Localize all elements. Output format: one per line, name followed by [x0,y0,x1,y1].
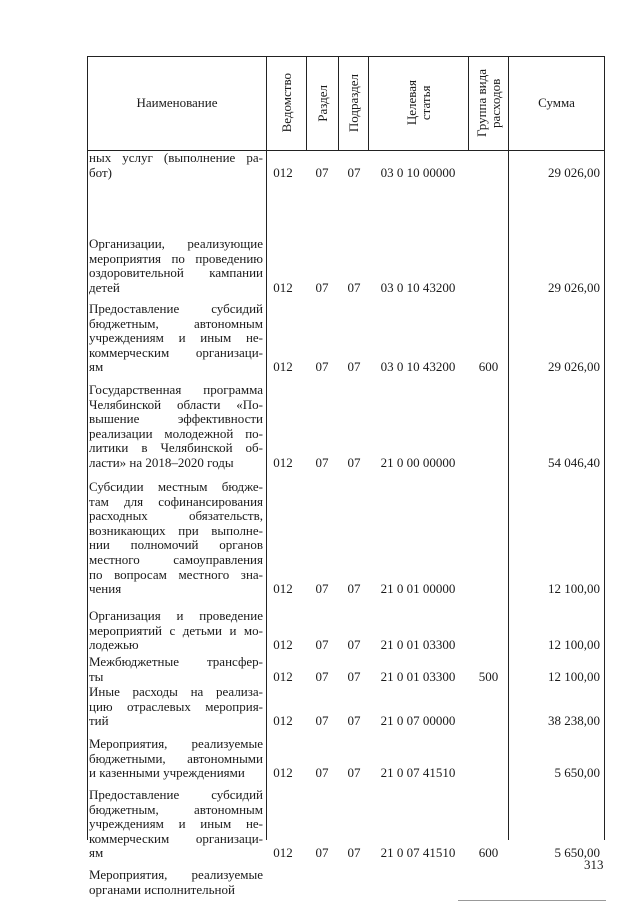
cell-podrazdel: 07 [347,164,361,180]
row-name-line: ных услуг (выполнение ра- [89,150,263,165]
row-name [89,237,263,295]
cell-razdel: 07 [315,765,329,781]
table-row [87,609,605,653]
row-name-line: и казенными учреждениями [89,765,245,781]
cell-gruppa: 500 [478,668,499,684]
cell-ved: 012 [273,765,293,781]
row-name-line: ям [89,359,104,375]
bottom-rule [458,900,606,901]
row-name-line: Мероприятия, реализуемые [89,736,263,751]
row-name-line: бюджетными, автономными [89,750,263,766]
cell-summa: 29 026,00 [548,164,600,180]
row-name-line: Иные расходы на реализа- [89,684,263,699]
row-name-line: местного самоуправления [89,551,263,567]
cell-celevaya: 21 0 07 41510 [380,765,456,781]
row-name-line: мероприятия по проведению [89,250,263,266]
cell-ved: 012 [273,455,293,470]
cell-razdel: 07 [315,455,329,470]
header-summa: Сумма [538,95,575,110]
cell-razdel: 07 [315,164,329,180]
row-name [89,383,263,471]
cell-razdel: 07 [315,279,329,295]
row-name-line: органами исполнительной [89,881,235,897]
row-name-line: Субсидии местным бюдже- [89,479,263,494]
row-name-line: нии полномочий органов [89,537,263,553]
cell-celevaya: 03 0 10 43200 [380,279,456,295]
row-name-line: расходных обязательств, [89,508,263,524]
page-number: 313 [584,857,604,872]
cell-ved: 012 [273,164,293,180]
row-name-line: литики в Челябинской об- [89,440,263,456]
table-row [87,685,605,729]
row-name-line: учреждениям и иным не- [89,816,263,832]
cell-celevaya: 21 0 01 00000 [380,581,456,597]
header-ved: Ведомство [278,73,294,133]
row-name-line: чения [89,581,122,597]
row-name [89,788,263,861]
row-name-line: ласти» на 2018–2020 годы [89,454,234,470]
cell-summa: 29 026,00 [548,359,600,375]
row-name-line: мероприятий с детьми и мо- [89,622,263,638]
cell-podrazdel: 07 [347,765,361,781]
row-name [89,480,263,597]
row-name-line: цию отраслевых мероприя- [89,698,263,714]
cell-summa: 12 100,00 [548,637,600,653]
table-row [87,151,605,180]
row-name-line: Предоставление субсидий [89,787,263,802]
row-name [89,655,263,684]
row-name-line: Государственная программа [89,382,263,397]
row-name-line: учреждениям и иным не- [89,330,263,346]
cell-celevaya: 21 0 00 00000 [380,455,456,470]
cell-ved: 012 [273,637,293,653]
row-name [89,685,263,729]
cell-razdel: 07 [315,845,329,861]
row-name-line: Предоставление субсидий [89,301,263,316]
cell-podrazdel: 07 [347,279,361,295]
row-name-line: Организации, реализующие [89,236,263,251]
row-name-line: ты [89,668,104,684]
row-name-line: тий [89,713,109,729]
header-celevaya: Целевая статья [403,80,433,126]
row-name-line: Межбюджетные трансфер- [89,654,263,669]
header-podrazdel: Подраздел [345,73,361,133]
cell-summa: 12 100,00 [548,581,600,597]
row-name-line: коммерческим организаци- [89,830,263,846]
cell-gruppa: 600 [478,359,499,375]
row-name [89,302,263,375]
row-name-line: Мероприятия, реализуемые [89,867,263,882]
row-name-line: Организация и проведение [89,608,263,623]
cell-podrazdel: 07 [347,581,361,597]
cell-ved: 012 [273,279,293,295]
header-name: Наименование [136,95,218,110]
row-name-line: ям [89,845,104,861]
cell-ved: 012 [273,359,293,375]
cell-ved: 012 [273,581,293,597]
cell-razdel: 07 [315,637,329,653]
row-name-line: там для софинансирования [89,493,263,509]
cell-summa: 12 100,00 [548,668,600,684]
row-name-line: возникающих при выполне- [89,522,263,538]
row-name-line: Челябинской области «По- [89,396,263,412]
cell-podrazdel: 07 [347,455,361,470]
row-name-line: по вопросам местного зна- [89,566,263,582]
row-name-line: реализации молодежной по- [89,425,263,441]
cell-celevaya: 21 0 07 41510 [380,845,456,861]
table-row [87,737,605,781]
row-name-line: бюджетным, автономным [89,315,263,331]
cell-razdel: 07 [315,359,329,375]
cell-gruppa: 600 [478,845,499,861]
cell-podrazdel: 07 [347,713,361,729]
cell-razdel: 07 [315,713,329,729]
cell-ved: 012 [273,668,293,684]
row-name [89,868,263,897]
row-name-line: лодежью [89,637,139,653]
row-name-line: оздоровительной кампании [89,265,263,281]
table-row [87,237,605,295]
row-name [89,737,263,781]
row-name-line: коммерческим организаци- [89,344,263,360]
table-row [87,383,605,471]
table-row [87,868,605,897]
header-gruppa: Группа вида расходов [473,69,503,137]
table-row [87,302,605,375]
cell-podrazdel: 07 [347,845,361,861]
cell-celevaya: 03 0 10 00000 [380,164,456,180]
cell-celevaya: 21 0 01 03300 [380,637,456,653]
table-row [87,655,605,684]
row-name [89,609,263,653]
row-name-line: бюджетным, автономным [89,801,263,817]
cell-summa: 38 238,00 [548,713,600,729]
cell-razdel: 07 [315,668,329,684]
cell-celevaya: 03 0 10 43200 [380,359,456,375]
cell-celevaya: 21 0 07 00000 [380,713,456,729]
row-name-line: вышение эффективности [89,411,263,427]
header-razdel: Раздел [314,84,330,122]
cell-razdel: 07 [315,581,329,597]
cell-summa: 5 650,00 [554,845,600,861]
cell-summa: 5 650,00 [554,765,600,781]
cell-podrazdel: 07 [347,359,361,375]
row-name [89,151,263,180]
row-name-line: бот) [89,164,112,180]
cell-podrazdel: 07 [347,637,361,653]
cell-ved: 012 [273,845,293,861]
cell-celevaya: 21 0 01 03300 [380,668,456,684]
cell-ved: 012 [273,713,293,729]
table-row [87,480,605,597]
cell-podrazdel: 07 [347,668,361,684]
row-name-line: детей [89,279,120,295]
table-row [87,788,605,861]
cell-summa: 29 026,00 [548,279,600,295]
cell-summa: 54 046,40 [548,455,600,470]
